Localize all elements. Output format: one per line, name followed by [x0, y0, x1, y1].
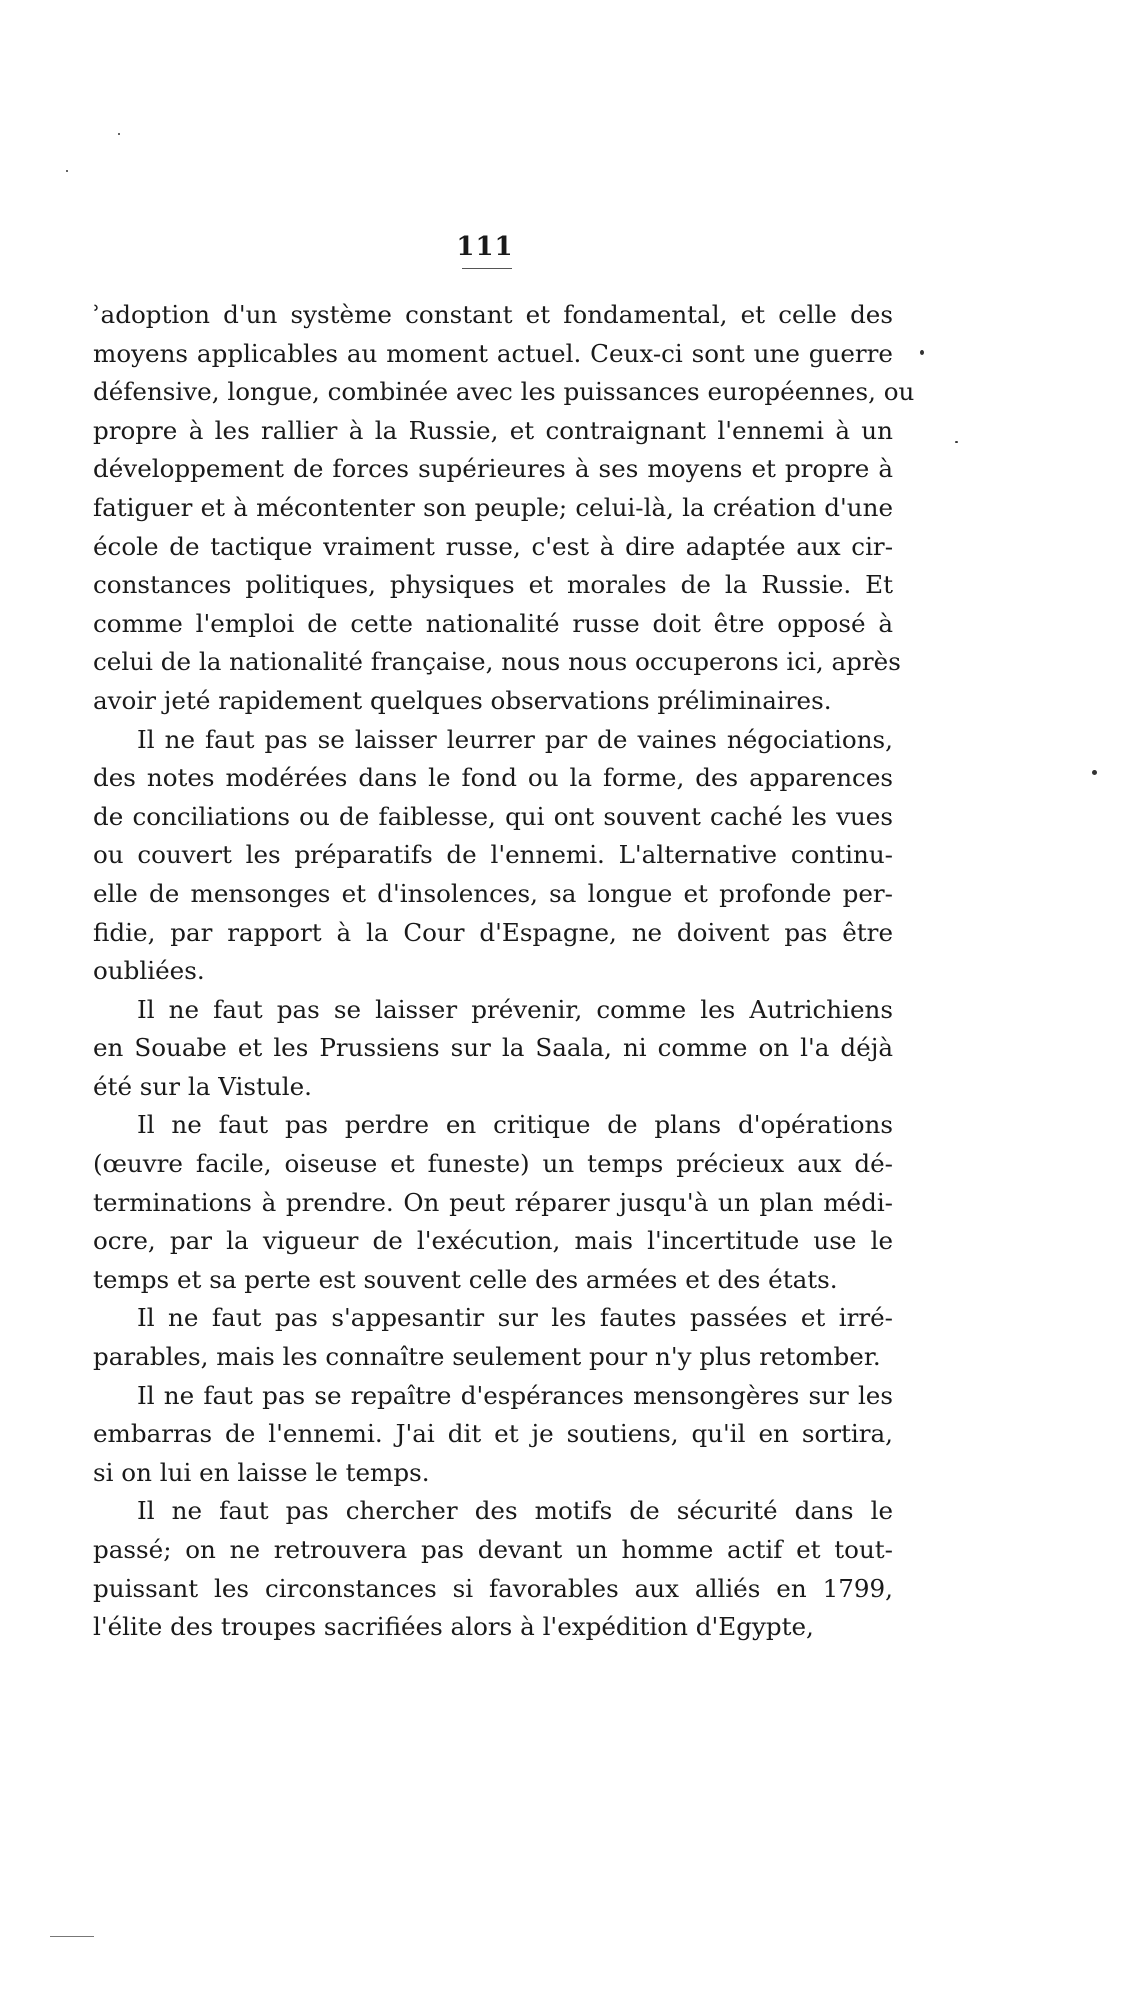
- text-line: terminations à prendre. On peut réparer jusqu'à un plan médi-: [93, 1187, 893, 1217]
- text-line: celui de la nationalité française, nous nous occuperons ici, après: [93, 647, 901, 677]
- text-line: moyens applicables au moment actuel. Ceux-ci sont une guerre: [93, 338, 893, 368]
- text-line: défensive, longue, combinée avec les puissances européennes, ou: [93, 377, 915, 407]
- text-line: ocre, par la vigueur de l'exécution, mais l'incertitude use le: [93, 1226, 893, 1256]
- text-line: Il ne faut pas se laisser prévenir, comme les Autrichiens: [137, 994, 893, 1024]
- text-line: de conciliations ou de faiblesse, qui ont souvent caché les vues: [93, 801, 893, 831]
- scan-speck: [955, 441, 958, 443]
- text-line: passé; on ne retrouvera pas devant un homme actif et tout-: [93, 1535, 893, 1564]
- paragraph: [93, 296, 915, 721]
- text-line: avoir jeté rapidement quelques observations préliminaires.: [93, 685, 832, 715]
- scan-speck: [1092, 770, 1097, 775]
- text-line: comme l'emploi de cette nationalité russe doit être opposé à: [93, 608, 893, 638]
- paragraph: [93, 1106, 893, 1299]
- text-line: Il ne faut pas se repaître d'espérances mensongères sur les: [137, 1380, 893, 1410]
- text-line: temps et sa perte est souvent celle des armées et des états.: [93, 1264, 838, 1294]
- text-line: constances politiques, physiques et morales de la Russie. Et: [93, 570, 893, 600]
- text-line: oubliées.: [93, 956, 205, 986]
- text-line: embarras de l'ennemi. J'ai dit et je soutiens, qu'il en sortira,: [93, 1419, 893, 1449]
- text-line: fidie, par rapport à la Cour d'Espagne, ne doivent pas être: [93, 917, 893, 947]
- scan-speck: [920, 350, 924, 355]
- text-line: école de tactique vraiment russe, c'est à dire adaptée aux cir-: [93, 531, 893, 561]
- paragraph: [93, 1492, 893, 1646]
- text-line: (œuvre facile, oiseuse et funeste) un temps précieux aux dé-: [93, 1149, 893, 1179]
- text-line: si on lui en laisse le temps.: [93, 1457, 430, 1487]
- text-line: Il ne faut pas perdre en critique de plans d'opérations: [137, 1110, 893, 1140]
- text-line: propre à les rallier à la Russie, et contraignant l'ennemi à un: [93, 415, 893, 445]
- text-line: Il ne faut pas chercher des motifs de sécurité dans le: [137, 1496, 893, 1526]
- text-line: ʾadoption d'un système constant et fondamental, et celle des: [93, 300, 893, 329]
- scan-speck: [118, 133, 120, 135]
- page-number: 111: [456, 232, 514, 262]
- footer-rule: [50, 1936, 94, 1937]
- text-line: Il ne faut pas s'appesantir sur les fautes passées et irré-: [137, 1303, 893, 1333]
- text-line: des notes modérées dans le fond ou la forme, des apparences: [93, 763, 893, 793]
- page-number-underline: [462, 268, 512, 269]
- text-line: développement de forces supérieures à ses moyens et propre à: [93, 454, 893, 484]
- text-line: elle de mensonges et d'insolences, sa longue et profonde per-: [93, 878, 893, 908]
- scan-speck: [66, 170, 68, 172]
- paragraph: [93, 1377, 893, 1493]
- text-line: puissant les circonstances si favorables aux alliés en 1799,: [93, 1573, 893, 1603]
- text-line: en Souabe et les Prussiens sur la Saala, ni comme on l'a déjà: [93, 1033, 893, 1063]
- text-line: l'élite des troupes sacrifiées alors à l'expédition d'Egypte,: [93, 1612, 814, 1642]
- paragraph: [93, 991, 893, 1107]
- text-line: été sur la Vistule.: [93, 1071, 312, 1101]
- text-line: parables, mais les connaître seulement pour n'y plus retomber.: [93, 1342, 881, 1372]
- text-line: Il ne faut pas se laisser leurrer par de vaines négociations,: [137, 724, 893, 754]
- text-line: fatiguer et à mécontenter son peuple; celui-là, la création d'une: [93, 492, 893, 522]
- body-text: [93, 296, 915, 1647]
- text-line: ou couvert les préparatifs de l'ennemi. L'alternative continu-: [93, 840, 893, 870]
- paragraph: [93, 721, 893, 991]
- paragraph: [93, 1299, 893, 1376]
